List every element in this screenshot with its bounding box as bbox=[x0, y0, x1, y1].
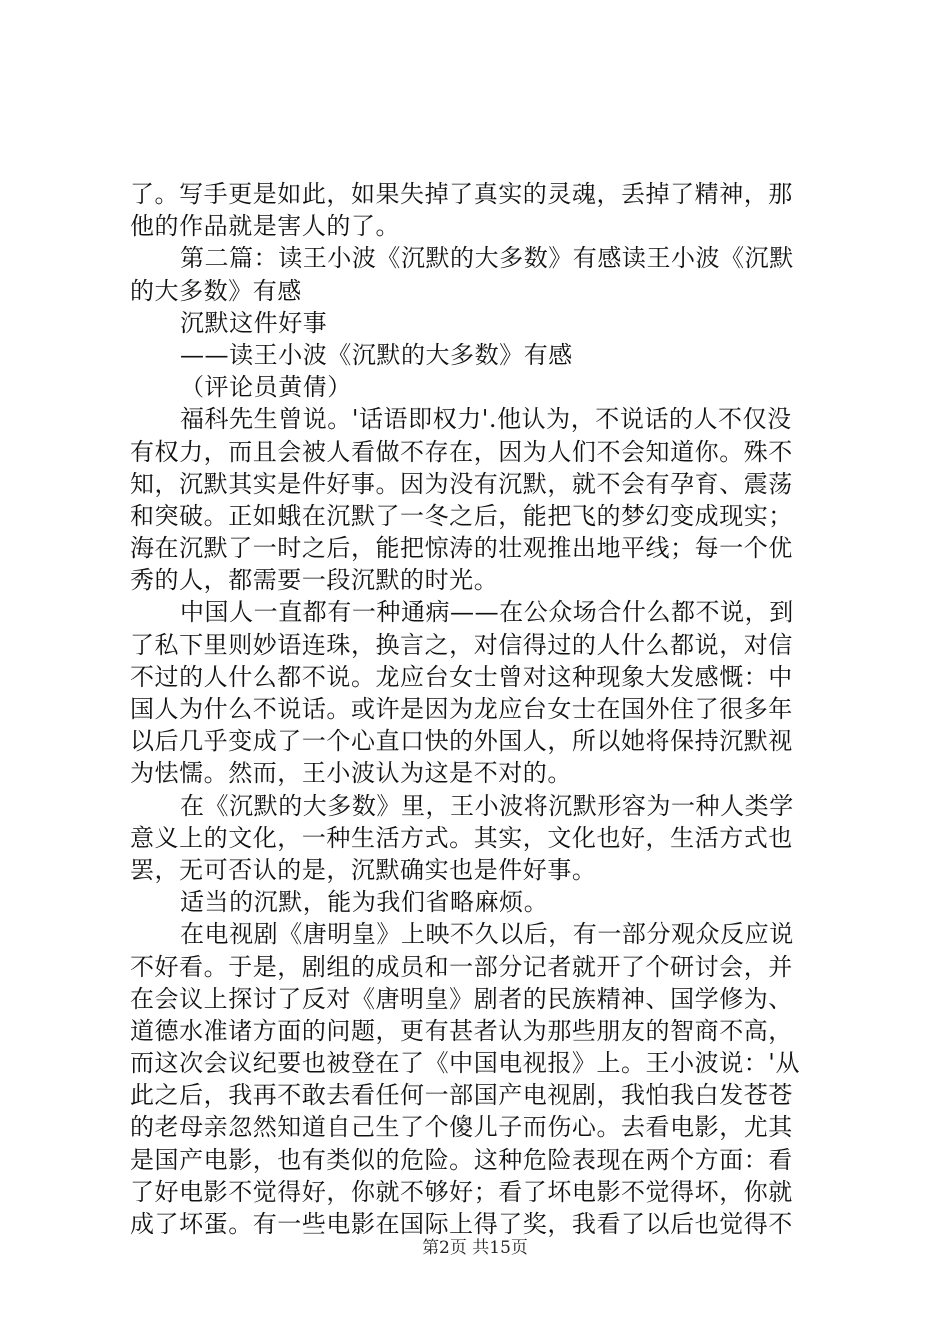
article-title: 沉默这件好事 bbox=[180, 308, 328, 337]
text-line: 不好看。于是，剧组的成员和一部分记者就开了个研讨会，并 bbox=[130, 952, 793, 981]
text-line: 了好电影不觉得好，你就不够好；看了坏电影不觉得坏，你就 bbox=[130, 1177, 793, 1206]
text-line: 此之后，我再不敢去看任何一部国产电视剧，我怕我白发苍苍 bbox=[130, 1081, 793, 1110]
text-line: 罢，无可否认的是，沉默确实也是件好事。 bbox=[130, 855, 597, 884]
text-line: 成了坏蛋。有一些电影在国际上得了奖，我看了以后也觉得不 bbox=[130, 1210, 793, 1238]
text-line: 道德水准诸方面的问题，更有甚者认为那些朋友的智商不高， bbox=[130, 1016, 793, 1045]
text-line: 他的作品就是害人的了。 bbox=[130, 212, 401, 241]
text-line: 意义上的文化，一种生活方式。其实，文化也好，生活方式也 bbox=[130, 823, 793, 852]
article-subtitle: ——读王小波《沉默的大多数》有感 bbox=[180, 340, 573, 369]
text-line: 福科先生曾说。'话语即权力'.他认为，不说话的人不仅没 bbox=[180, 405, 792, 434]
text-line: 秀的人，都需要一段沉默的时光。 bbox=[130, 566, 499, 595]
text-line: 在电视剧《唐明皇》上映不久以后，有一部分观众反应说 bbox=[180, 920, 794, 949]
text-line: 了私下里则妙语连珠，换言之，对信得过的人什么都说，对信 bbox=[130, 630, 793, 659]
text-line: 在《沉默的大多数》里，王小波将沉默形容为一种人类学 bbox=[180, 791, 794, 820]
text-line: 而这次会议纪要也被登在了《中国电视报》上。王小波说：'从 bbox=[130, 1049, 800, 1078]
text-line: 有权力，而且会被人看做不存在，因为人们不会知道你。殊不 bbox=[130, 437, 793, 466]
text-line: 不过的人什么都不说。龙应台女士曾对这种现象大发感慨：中 bbox=[130, 662, 793, 691]
text-line: 在会议上探讨了反对《唐明皇》剧者的民族精神、国学修为、 bbox=[130, 984, 793, 1013]
text-line: 知，沉默其实是件好事。因为没有沉默，就不会有孕育、震荡 bbox=[130, 469, 793, 498]
text-line: 的老母亲忽然知道自己生了个傻儿子而伤心。去看电影，尤其 bbox=[130, 1113, 793, 1142]
body-text bbox=[130, 178, 830, 1240]
section-heading: 的大多数》有感 bbox=[130, 276, 302, 305]
text-line: 和突破。正如蛾在沉默了一冬之后，能把飞的梦幻变成现实； bbox=[130, 501, 793, 530]
text-line: 是国产电影，也有类似的危险。这种危险表现在两个方面：看 bbox=[130, 1145, 793, 1174]
text-line: 以后几乎变成了一个心直口快的外国人，所以她将保持沉默视 bbox=[130, 727, 793, 756]
text-line: 为怯懦。然而，王小波认为这是不对的。 bbox=[130, 759, 572, 788]
section-heading: 第二篇：读王小波《沉默的大多数》有感读王小波《沉默 bbox=[180, 244, 794, 273]
text-line: 海在沉默了一时之后，能把惊涛的壮观推出地平线；每一个优 bbox=[130, 534, 793, 563]
text-line: 国人为什么不说话。或许是因为龙应台女士在国外住了很多年 bbox=[130, 695, 793, 723]
text-line: 了。写手更是如此，如果失掉了真实的灵魂，丢掉了精神，那 bbox=[130, 180, 793, 208]
text-line: 适当的沉默，能为我们省略麻烦。 bbox=[180, 888, 549, 917]
article-author: （评论员黄倩） bbox=[180, 373, 352, 402]
page-number-footer: 第2页 共15页 bbox=[422, 1238, 528, 1258]
text-line: 中国人一直都有一种通病——在公众场合什么都不说，到 bbox=[180, 598, 794, 627]
